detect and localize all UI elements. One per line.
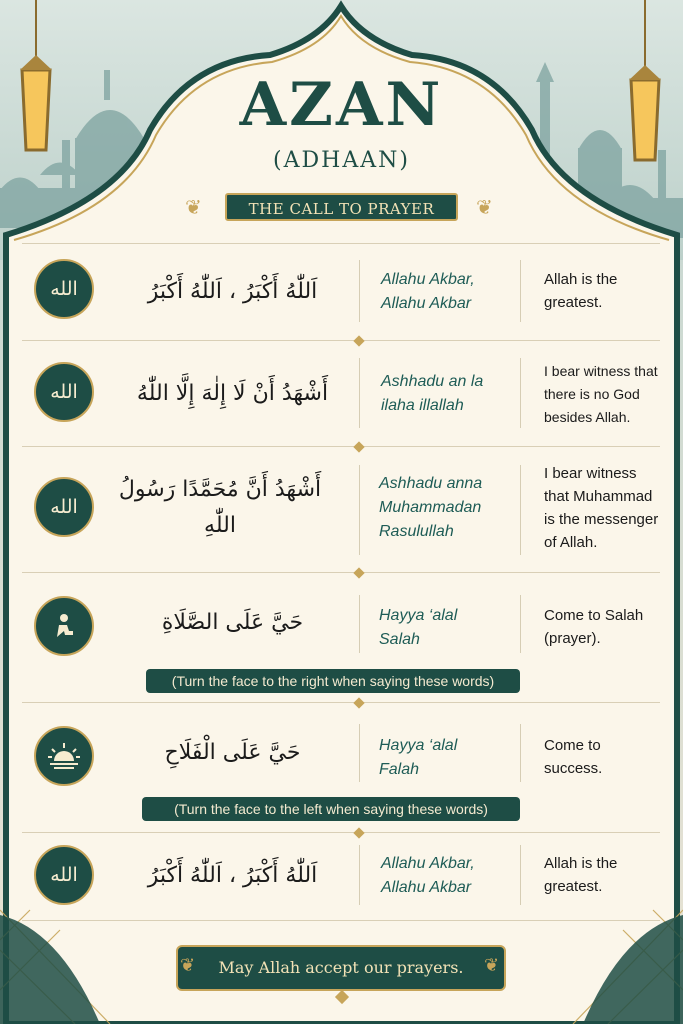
allah-calligraphy-icon: الله xyxy=(34,259,94,319)
row-divider xyxy=(22,832,660,833)
row-divider xyxy=(22,340,660,341)
column-divider xyxy=(359,724,360,782)
allah-calligraphy-icon: الله xyxy=(34,845,94,905)
transliteration: Hayya ‘alal Salah xyxy=(379,607,458,648)
right-flourish-icon: ❦ xyxy=(476,195,493,219)
row-divider xyxy=(22,572,660,573)
turn-left-note: (Turn the face to the left when saying these words) xyxy=(142,797,520,821)
page-subtitle: (ADHAAN) xyxy=(273,148,410,173)
page-title: AZAN xyxy=(239,70,444,140)
row-divider xyxy=(22,446,660,447)
praying-person-icon xyxy=(34,596,94,656)
arabic-text: اَللّٰهُ أَكْبَرُ ، اَللّٰهُ أَكْبَرُ xyxy=(147,279,318,304)
english-translation: Come to success. xyxy=(544,737,603,777)
transliteration: Ashhadu anna Muhammadan Rasulullah xyxy=(379,475,483,540)
column-divider xyxy=(520,595,521,653)
column-divider xyxy=(359,465,360,555)
arabic-text: حَيَّ عَلَى الصَّلَاةِ xyxy=(161,610,304,635)
footer-right-flourish-icon: ❦ xyxy=(484,955,500,976)
transliteration: Hayya ‘alal Falah xyxy=(379,737,458,778)
column-divider xyxy=(359,358,360,428)
transliteration: Allahu Akbar, Allahu Akbar xyxy=(381,855,475,896)
arabic-text: أَشْهَدُ أَنْ لَا إِلٰهَ إِلَّا اللّٰهُ xyxy=(136,381,329,406)
allah-calligraphy-icon: الله xyxy=(34,362,94,422)
header-banner: THE CALL TO PRAYER xyxy=(225,193,458,221)
arabic-text: حَيَّ عَلَى الْفَلَاحِ xyxy=(164,740,301,765)
column-divider xyxy=(359,595,360,653)
column-divider xyxy=(520,724,521,782)
column-divider xyxy=(520,845,521,905)
column-divider xyxy=(520,260,521,322)
english-translation: Allah is the greatest. xyxy=(544,855,618,895)
transliteration: Allahu Akbar, Allahu Akbar xyxy=(381,271,475,312)
column-divider xyxy=(359,260,360,322)
arabic-text: اَللّٰهُ أَكْبَرُ ، اَللّٰهُ أَكْبَرُ xyxy=(147,863,318,888)
english-translation: I bear witness that there is no God besides Allah. xyxy=(544,363,658,425)
english-translation: Allah is the greatest. xyxy=(544,271,618,311)
footer-banner: May Allah accept our prayers. xyxy=(176,945,506,991)
row-divider xyxy=(22,702,660,703)
column-divider xyxy=(520,358,521,428)
english-translation: I bear witness that Muhammad is the messenger of Allah. xyxy=(544,465,659,551)
sunrise-icon xyxy=(34,726,94,786)
left-flourish-icon: ❦ xyxy=(185,195,202,219)
turn-right-note: (Turn the face to the right when saying these words) xyxy=(146,669,520,693)
arabic-text: أَشْهَدُ أَنَّ مُحَمَّدًا رَسُولُ اللّٰهِ xyxy=(118,477,322,538)
english-translation: Come to Salah (prayer). xyxy=(544,607,644,647)
footer-left-flourish-icon: ❦ xyxy=(180,955,196,976)
allah-calligraphy-icon: الله xyxy=(34,477,94,537)
row-divider xyxy=(22,243,660,244)
column-divider xyxy=(520,465,521,555)
row-divider xyxy=(22,920,660,921)
column-divider xyxy=(359,845,360,905)
transliteration: Ashhadu an la ilaha illallah xyxy=(381,373,484,414)
